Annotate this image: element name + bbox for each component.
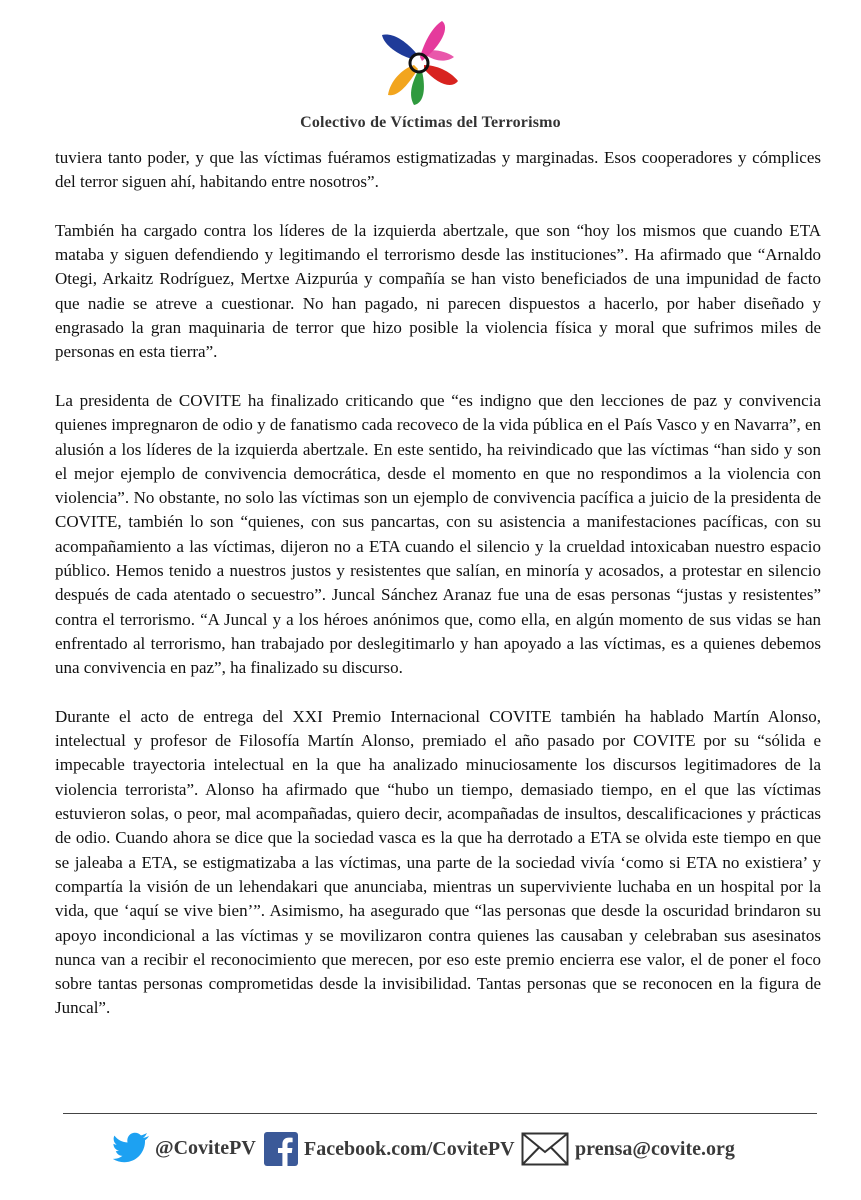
email-address: prensa@covite.org	[575, 1137, 735, 1160]
organization-name: Colectivo de Víctimas del Terrorismo	[300, 114, 561, 131]
covite-flower-logo-icon	[372, 15, 462, 109]
twitter-handle: @CovitePV	[155, 1136, 256, 1159]
paragraph-president-closing: La presidenta de COVITE ha finalizado criticando que “es indigno que den lecciones de paz y convivencia quienes impregnaron de odio y de fanatismo cada recoveco de la vida pública en el País Vasco y en Navarra”, en alusión a los líderes de la izquierda abertzale. En este sentido, ha reivindicado que las víctimas “han sido y son el mejor ejemplo de convivencia democrática, desde el momento en que no respondimos a la violencia con violencia”. No obstante, no solo las víctimas son un ejemplo de convivencia pacífica a juicio de la presidenta de COVITE, también lo son “quienes, con sus pancartas, con su asistencia a manifestaciones pacíficas, con su acompañamiento a las víctimas, dijeron no a ETA cuando el silencio y la crueldad intoxicaban nuestro espacio público. Hemos tenido a nuestros justos y resistentes que salían, en minoría y acosados, a protestar en silencio después de cada atentado o secuestro”. Juncal Sánchez Aranaz fue una de esas personas “justas y resistentes” contra el terrorismo. “A Juncal y a los héroes anónimos que, como ella, en algún momento de sus vidas se han enfrentado al terrorismo, han trabajado por deslegitimarlo y han apoyado a las víctimas, es a quienes debemos una convivencia en paz”, ha finalizado su discurso.	[55, 390, 821, 678]
footer-contacts	[0, 1126, 861, 1176]
envelope-icon	[521, 1132, 569, 1166]
paragraph-continuation: tuviera tanto poder, y que las víctimas fuéramos estigmatizadas y marginadas. Esos cooperadores y cómplices del terror siguen ahí, habitando entre nosotros”.	[55, 148, 821, 192]
article-body	[55, 146, 821, 1045]
paragraph-abertzale-leaders: También ha cargado contra los líderes de la izquierda abertzale, que son “hoy los mismos que cuando ETA mataba y siguen defendiendo y legitimando el terrorismo desde las instituciones”. Ha afirmado que “Arnaldo Otegi, Arkaitz Rodríguez, Mertxe Aizpurúa y compañía se han visto beneficiados de una impunidad de facto que nadie se atreve a cuestionar. No han pagado, ni parecen dispuestos a hacerlo, por haber diseñado y engrasado la gran maquinaria de terror que hizo posible la violencia física y moral que sufrimos miles de personas en esta tierra”.	[55, 220, 821, 362]
facebook-icon	[264, 1132, 298, 1166]
facebook-url: Facebook.com/CovitePV	[304, 1137, 515, 1160]
twitter-contact[interactable]	[113, 1132, 256, 1164]
email-contact[interactable]	[521, 1132, 735, 1166]
footer-divider	[63, 1113, 817, 1114]
facebook-contact[interactable]	[264, 1132, 515, 1166]
twitter-bird-icon	[113, 1132, 151, 1164]
paragraph-martin-alonso: Durante el acto de entrega del XXI Premio Internacional COVITE también ha hablado Martín Alonso, intelectual y profesor de Filosofía Martín Alonso, premiado el año pasado por COVITE por su “sólida e impecable trayectoria intelectual en la que ha analizado minuciosamente los discursos legitimadores de la violencia terrorista”. Alonso ha afirmado que “hubo un tiempo, demasiado tiempo, en el que las víctimas estuvieron solas, o peor, mal acompañadas, quiero decir, acompañadas de insultos, descalificaciones y prácticas de odio. Cuando ahora se dice que la sociedad vasca es la que ha derrotado a ETA se olvida este tiempo en que se jaleaba a ETA, se estigmatizaba a las víctimas, una parte de la sociedad vivía ‘como si ETA no existiera’ y compartía la visión de un lehendakari que anunciaba, mientras un superviviente luchaba en un hospital por la vida, que ‘aquí se vive bien’”. Asimismo, ha asegurado que “las personas que desde la oscuridad brindaron su apoyo incondicional a las víctimas y se movilizaron contra quienes las causaban y celebraban sus asesinatos nunca van a recibir el reconocimiento que merecen, por eso este premio encierra ese valor, el de poner el foco sobre tantas personas comprometidas desde la invisibilidad. Tantas personas que se reconocen en la figura de Juncal”.	[55, 706, 821, 1018]
